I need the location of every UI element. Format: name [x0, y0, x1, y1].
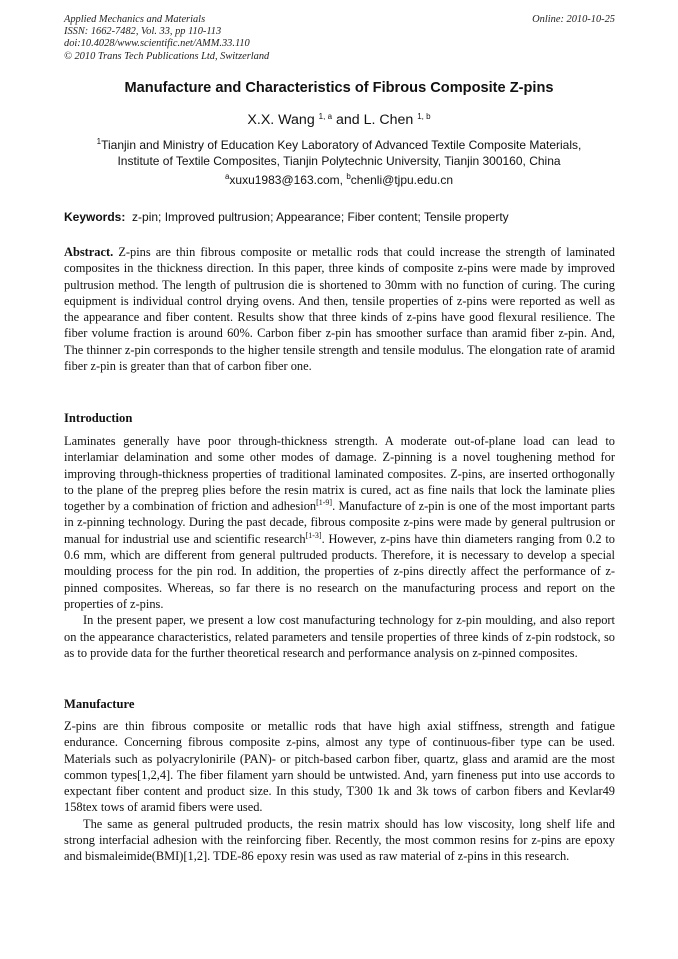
journal-header — [64, 14, 269, 63]
citation-1-3: [1-3] — [305, 530, 322, 540]
keywords — [64, 210, 509, 224]
manufacture-heading: Manufacture — [64, 697, 135, 711]
paper-title: Manufacture and Characteristics of Fibrous Composite Z-pins — [124, 80, 554, 96]
intro-p1-part-b: . Manufacture of z-pin is one of the most important parts in z-pinning technology. During the past decade, fibrous composite z-pins were made by general pultrusion or manual for industrial use and scientific research — [64, 499, 616, 546]
affiliation-line-2: Institute of Textile Composites, Tianjin Polytechnic University, Tianjin 300160, China — [117, 154, 561, 168]
affiliation — [0, 137, 678, 169]
keywords-text: z-pin; Improved pultrusion; Appearance; Fiber content; Tensile property — [132, 210, 509, 224]
keywords-label: Keywords: — [64, 210, 126, 224]
introduction-paragraph-1 — [64, 433, 615, 612]
author-2: L. Chen — [363, 112, 414, 128]
email-a: xuxu1983@163.com, — [229, 173, 347, 187]
email-a-sup: a — [224, 172, 230, 181]
email-b-sup: b — [346, 172, 351, 181]
doi: doi:10.4028/www.scientific.net/AMM.33.110 — [64, 38, 250, 50]
author-emails — [0, 173, 678, 187]
intro-p1-part-a: Laminates generally have poor through-thickness strength. A moderate out-of-plane load can lead to interlamiar delamination and some other modes of damage. Z-pinning is a novel toughening method for improving through-thickness properties of traditional laminated composites. Z-pins, are inserted orthogonally to the plane of the prepreg plies before the resin matrix is cured, act as fine nails that lock the laminate plies together by a combination of friction and adhesion — [64, 434, 615, 514]
citation-1-9: [1-9] — [316, 498, 333, 508]
manufacture-paragraph-2: The same as general pultruded products, the resin matrix should has low viscosity, long shelf life and strong interfacial adhesion with the reinforcing fiber. Recently, the most common resins for z-pins are epoxy and bismaleimide(BMI)[1,2]. TDE-86 epoxy resin was used as raw material of z-pins in this research. — [64, 816, 615, 864]
author-2-sup: 1, b — [417, 112, 431, 121]
issn: ISSN: 1662-7482, Vol. 33, pp 110-113 — [64, 26, 222, 38]
introduction-paragraph-2: In the present paper, we present a low cost manufacturing technology for z-pin moulding, and also report on the appearance characteristics, related parameters and tensile properties of three kinds of z-pin rodstock, so as to provide data for the further theoretical research and performance analysis on z-pinned composites. — [64, 613, 615, 660]
affiliation-line-1: Tianjin and Ministry of Education Key Laboratory of Advanced Textile Composite Materials, — [101, 138, 582, 152]
introduction-heading: Introduction — [64, 411, 133, 425]
author-1: X.X. Wang — [247, 112, 315, 128]
affiliation-sup: 1 — [96, 137, 102, 146]
author-line — [0, 112, 678, 128]
email-b: chenli@tjpu.edu.cn — [350, 173, 454, 187]
online-date: Online: 2010-10-25 — [532, 14, 615, 25]
abstract-text: Z-pins are thin fibrous composite or metallic rods that could increase the strength of laminated composites in the thickness direction. In this paper, three kinds of composite z-pins were made by improved pultrusion method. The length of pultrusion die is shortened to 30mm with no function of curing. The curing equipment is individual control drying ovens. And then, tensile properties of z-pins were reported as well as the appearance and fiber content. Results show that three kinds of z-pins have good flexural resilience. The fiber volume fraction is around 60%. Carbon fiber z-pin has smoother surface than aramid fiber z-pin. And, The thinner z-pin corresponds to the higher tensile strength and tensile modulus. The elongation rate of aramid fiber z-pin is greater than that of carbon fiber one. — [64, 245, 615, 374]
author-connector: and — [332, 112, 364, 128]
abstract — [64, 244, 615, 374]
manufacture-body — [64, 718, 615, 865]
intro-p1-part-c: . However, z-pins have thin diameters ranging from 0.2 to 0.6 mm, which are different from general pultruded products. Therefore, it is necessary to develop a special moulding process for the pin rod. In addition, the properties of z-pins directly affect the performance of z-pinned composites. Whereas, so far there is no research on the manufacturing process and report on the properties of z-pins. — [64, 531, 615, 611]
author-1-sup: 1, a — [318, 112, 333, 121]
introduction-body — [64, 433, 615, 661]
journal-name: Applied Mechanics and Materials — [64, 14, 206, 25]
manufacture-paragraph-1: Z-pins are thin fibrous composite or metallic rods that have high axial stiffness, strength and fatigue endurance. Concerning fibrous composite z-pins, almost any type of continuous-fiber type can be used. Materials such as polyacrylonirile (PAN)- or pitch-based carbon fiber, quartz, glass and aramid are the most common types[1,2,4]. The fiber filament yarn should be untwisted. And, yarn fineness put into use accords to expectant fiber content and product size. In this study, T300 1k and 3k tows of carbon fibers and Kevlar49 158tex tows of aramid fibers were used. — [64, 719, 615, 815]
copyright: © 2010 Trans Tech Publications Ltd, Switzerland — [64, 50, 270, 62]
abstract-label: Abstract. — [64, 245, 114, 259]
